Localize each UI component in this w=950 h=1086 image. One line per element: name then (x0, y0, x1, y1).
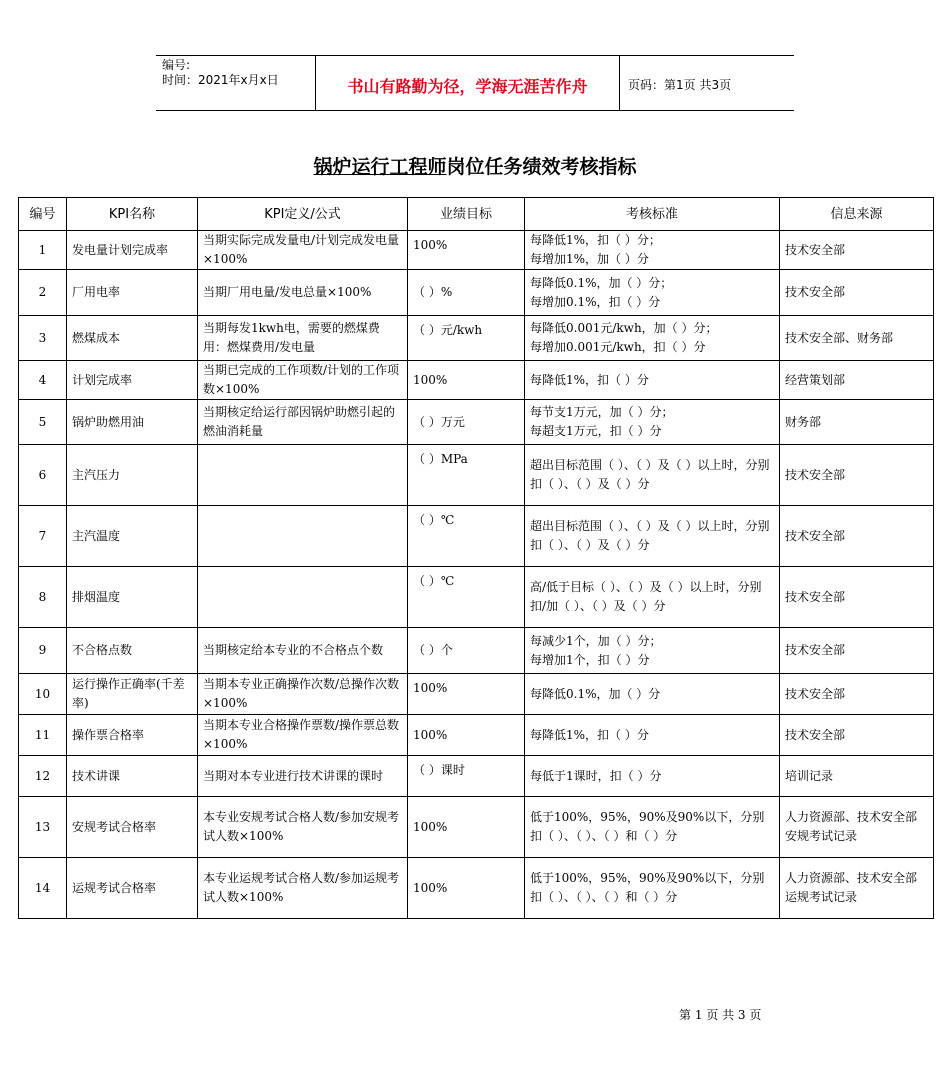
cell-no: 7 (19, 506, 67, 567)
cell-target: 100% (408, 797, 525, 858)
cell-no: 10 (19, 674, 67, 715)
code-label: 编号: (162, 58, 191, 72)
table-row (19, 628, 934, 674)
cell-kpi-name: 操作票合格率 (67, 715, 198, 756)
cell-kpi-name: 主汽温度 (67, 506, 198, 567)
cell-source: 技术安全部 (780, 567, 934, 628)
cell-target: （ ）% (408, 270, 525, 316)
cell-definition: 当期核定给本专业的不合格点个数 (198, 628, 408, 674)
cell-kpi-name: 燃煤成本 (67, 316, 198, 361)
page-title (0, 152, 950, 179)
cell-kpi-name: 技术讲课 (67, 756, 198, 797)
motto: 书山有路勤为径，学海无涯苦作舟 (316, 56, 620, 110)
cell-source: 技术安全部、财务部 (780, 316, 934, 361)
table-row (19, 567, 934, 628)
col-header-kpi-name: KPI名称 (67, 198, 198, 231)
table-row (19, 361, 934, 400)
cell-standard: 每降低0.1%，加（ ）分 (525, 674, 780, 715)
cell-standard: 高/低于目标（ ）、（ ）及（ ）以上时，分别扣/加（ ）、（ ）及（ ）分 (525, 567, 780, 628)
cell-standard: 每节支1万元，加（ ）分； 每超支1万元，扣（ ）分 (525, 400, 780, 445)
cell-source: 技术安全部 (780, 445, 934, 506)
cell-standard: 每低于1课时，扣（ ）分 (525, 756, 780, 797)
table-row (19, 316, 934, 361)
table-row (19, 445, 934, 506)
cell-source: 技术安全部 (780, 715, 934, 756)
cell-target: （ ）℃ (408, 506, 525, 567)
cell-no: 3 (19, 316, 67, 361)
cell-kpi-name: 运行操作正确率(千差率) (67, 674, 198, 715)
cell-no: 9 (19, 628, 67, 674)
cell-target: （ ）℃ (408, 567, 525, 628)
cell-kpi-name: 锅炉助燃用油 (67, 400, 198, 445)
cell-target: （ ）万元 (408, 400, 525, 445)
cell-standard: 每降低1%，扣（ ）分； 每增加1%，加（ ）分 (525, 231, 780, 270)
table-row (19, 715, 934, 756)
cell-standard: 低于100%，95%，90%及90%以下，分别扣（ ）、（ ）、（ ）和（ ）分 (525, 797, 780, 858)
cell-source: 财务部 (780, 400, 934, 445)
table-row (19, 231, 934, 270)
cell-no: 11 (19, 715, 67, 756)
cell-no: 8 (19, 567, 67, 628)
cell-target: （ ）元/kwh (408, 316, 525, 361)
table-row (19, 674, 934, 715)
cell-kpi-name: 排烟温度 (67, 567, 198, 628)
cell-kpi-name: 发电量计划完成率 (67, 231, 198, 270)
cell-no: 1 (19, 231, 67, 270)
cell-standard: 每降低0.1%，加（ ）分； 每增加0.1%，扣（ ）分 (525, 270, 780, 316)
header-page-number: 页码：第1页 共3页 (628, 77, 732, 92)
cell-source: 技术安全部 (780, 270, 934, 316)
table-header-row (19, 198, 934, 231)
col-header-definition: KPI定义/公式 (198, 198, 408, 231)
cell-source: 技术安全部 (780, 674, 934, 715)
cell-target: （ ）MPa (408, 445, 525, 506)
cell-target: 100% (408, 361, 525, 400)
cell-kpi-name: 主汽压力 (67, 445, 198, 506)
cell-target: 100% (408, 715, 525, 756)
kpi-table (18, 197, 934, 919)
title-rest: 岗位任务绩效考核指标 (446, 156, 637, 178)
table-row (19, 270, 934, 316)
cell-target: 100% (408, 858, 525, 919)
table-row (19, 858, 934, 919)
cell-source: 人力资源部、技术安全部运规考试记录 (780, 858, 934, 919)
cell-standard: 每降低0.001元/kwh，加（ ）分； 每增加0.001元/kwh，扣（ ）分 (525, 316, 780, 361)
cell-definition (198, 567, 408, 628)
cell-standard: 超出目标范围（ ）、（ ）及（ ）以上时，分别扣（ ）、（ ）及（ ）分 (525, 506, 780, 567)
cell-definition: 本专业安规考试合格人数/参加安规考试人数×100% (198, 797, 408, 858)
cell-standard: 每降低1%，扣（ ）分 (525, 361, 780, 400)
cell-kpi-name: 不合格点数 (67, 628, 198, 674)
table-row (19, 506, 934, 567)
cell-definition: 当期已完成的工作项数/计划的工作项数×100% (198, 361, 408, 400)
cell-target: 100% (408, 231, 525, 270)
page-header (156, 55, 794, 111)
cell-source: 技术安全部 (780, 506, 934, 567)
table-row (19, 797, 934, 858)
col-header-source: 信息来源 (780, 198, 934, 231)
cell-source: 技术安全部 (780, 628, 934, 674)
cell-target: （ ）课时 (408, 756, 525, 797)
col-header-no: 编号 (19, 198, 67, 231)
cell-kpi-name: 厂用电率 (67, 270, 198, 316)
cell-definition: 当期核定给运行部因锅炉助燃引起的燃油消耗量 (198, 400, 408, 445)
kpi-table-body (19, 231, 934, 919)
col-header-standard: 考核标准 (525, 198, 780, 231)
header-meta (156, 56, 316, 110)
cell-no: 13 (19, 797, 67, 858)
time-text: 时间：2021年x月x日 (162, 73, 279, 87)
cell-definition: 当期实际完成发量电/计划完成发电量×100% (198, 231, 408, 270)
cell-definition: 当期对本专业进行技术讲课的课时 (198, 756, 408, 797)
cell-standard: 每减少1个，加（ ）分； 每增加1个，扣（ ）分 (525, 628, 780, 674)
cell-kpi-name: 计划完成率 (67, 361, 198, 400)
cell-standard: 每降低1%，扣（ ）分 (525, 715, 780, 756)
cell-definition: 当期本专业合格操作票数/操作票总数×100% (198, 715, 408, 756)
cell-source: 技术安全部 (780, 231, 934, 270)
cell-no: 14 (19, 858, 67, 919)
table-row (19, 400, 934, 445)
cell-no: 6 (19, 445, 67, 506)
cell-no: 12 (19, 756, 67, 797)
footer-page-number: 第 1 页 共 3 页 (679, 1008, 762, 1022)
cell-definition: 当期每发1kwh电，需要的燃煤费用：燃煤费用/发电量 (198, 316, 408, 361)
cell-target: （ ）个 (408, 628, 525, 674)
cell-source: 经营策划部 (780, 361, 934, 400)
cell-no: 2 (19, 270, 67, 316)
col-header-target: 业绩目标 (408, 198, 525, 231)
cell-standard: 超出目标范围（ ）、（ ）及（ ）以上时，分别扣（ ）、（ ）及（ ）分 (525, 445, 780, 506)
cell-source: 培训记录 (780, 756, 934, 797)
table-row (19, 756, 934, 797)
cell-definition (198, 445, 408, 506)
cell-no: 4 (19, 361, 67, 400)
cell-kpi-name: 安规考试合格率 (67, 797, 198, 858)
cell-standard: 低于100%，95%，90%及90%以下，分别扣（ ）、（ ）、（ ）和（ ）分 (525, 858, 780, 919)
cell-kpi-name: 运规考试合格率 (67, 858, 198, 919)
cell-target: 100% (408, 674, 525, 715)
title-position: 锅炉运行工程师 (313, 156, 447, 178)
cell-no: 5 (19, 400, 67, 445)
cell-source: 人力资源部、技术安全部安规考试记录 (780, 797, 934, 858)
cell-definition: 当期本专业正确操作次数/总操作次数×100% (198, 674, 408, 715)
cell-definition: 本专业运规考试合格人数/参加运规考试人数×100% (198, 858, 408, 919)
cell-definition: 当期厂用电量/发电总量×100% (198, 270, 408, 316)
cell-definition (198, 506, 408, 567)
